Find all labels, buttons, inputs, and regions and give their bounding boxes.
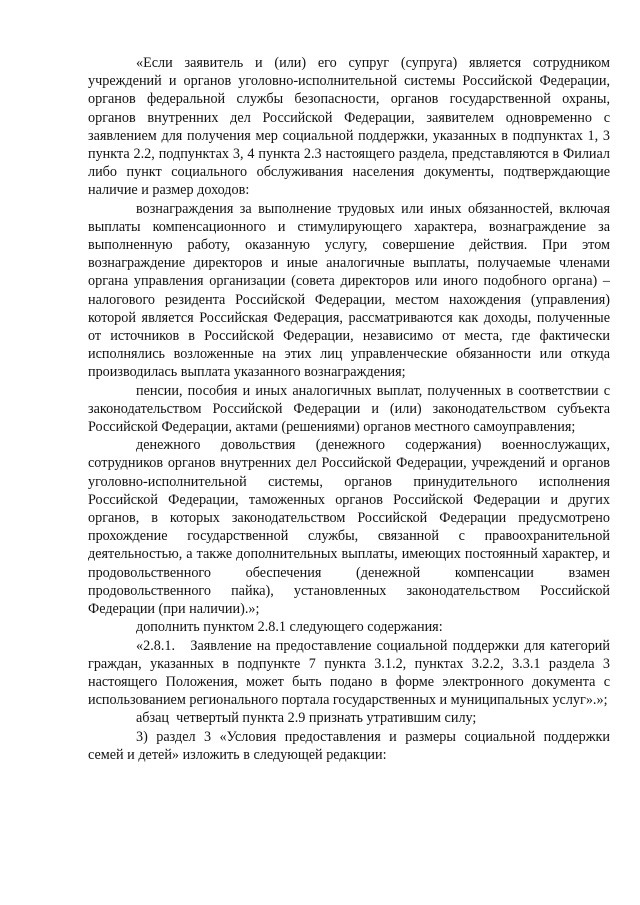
document-body: [88, 54, 614, 764]
paragraph-clause-2-8-1: «2.8.1. Заявление на предоставление социальной поддержки для категорий граждан, указанных в подпункте 7 пункта 3.1.2, пунктах 3.2.2, 3.3.1 раздела 3 настоящего Положения, может быть подано в форме электронного документа с использованием регионального портала государственных и муниципальных услуг».»;: [88, 637, 614, 709]
paragraph-income-documents-intro: «Если заявитель и (или) его супруг (супруга) является сотрудником учреждений и органов уголовно-исполнительной системы Российской Федерации, органов федеральной службы безопасности, органов государственной охраны, органов внутренних дел Российской Федерации, заявителем одновременно с заявлением для получения мер социальной поддержки, указанных в подпунктах 1, 3 пункта 2.2, подпунктах 3, 4 пункта 2.3 настоящего раздела, представляются в Филиал либо пункт социального обслуживания населения документы, подтверждающие наличие и размер доходов:: [88, 55, 610, 199]
paragraph-clause-2-9: абзац четвертый пункта 2.9 признать утратившим силу;: [136, 710, 477, 727]
paragraph-add-clause-2-8-1: дополнить пунктом 2.8.1 следующего содержания:: [136, 619, 443, 636]
paragraph-section-3: 3) раздел 3 «Условия предоставления и размеры социальной поддержки семей и детей» изложить в следующей редакции:: [88, 728, 610, 763]
paragraph-pensions: пенсии, пособия и иных аналогичных выплат, полученных в соответствии с законодательством Российской Федерации и (или) законодательством субъекта Российской Федерации, актами (решениями) органов местного самоуправления;: [88, 382, 610, 436]
paragraph-remuneration: вознаграждения за выполнение трудовых или иных обязанностей, включая выплаты компенсационного и стимулирующего характера, вознаграждение за выполненную работу, оказанную услугу, совершение действия. При этом вознаграждение директоров и иные аналогичные выплаты, получаемые членами органа управления организации (совета директоров или иного подобного органа) – налогового резидента Российской Федерации, местом нахождения (управления) которой является Российская Федерация, рассматриваются как доходы, полученные от источников в Российской Федерации, независимо от места, где фактически исполнялись возложенные на этих лиц управленческие обязанности или откуда производилась выплата указанного вознаграждения;: [88, 200, 610, 381]
paragraph-monetary-allowance: денежного довольствия (денежного содержания) военнослужащих, сотрудников органов внутренних дел Российской Федерации, учреждений и органов уголовно-исполнительной системы, органов принудительного исполнения Российской Федерации, таможенных органов Российской Федерации и других органов, в которых законодательством Российской Федерации предусмотрено прохождение государственной службы, связанной с правоохранительной деятельностью, а также дополнительных выплаты, имеющих постоянный характер, и продовольственного обеспечения (денежной компенсации взамен продовольственного пайка), установленных законодательством Российской Федерации (при наличии).»;: [88, 437, 610, 618]
